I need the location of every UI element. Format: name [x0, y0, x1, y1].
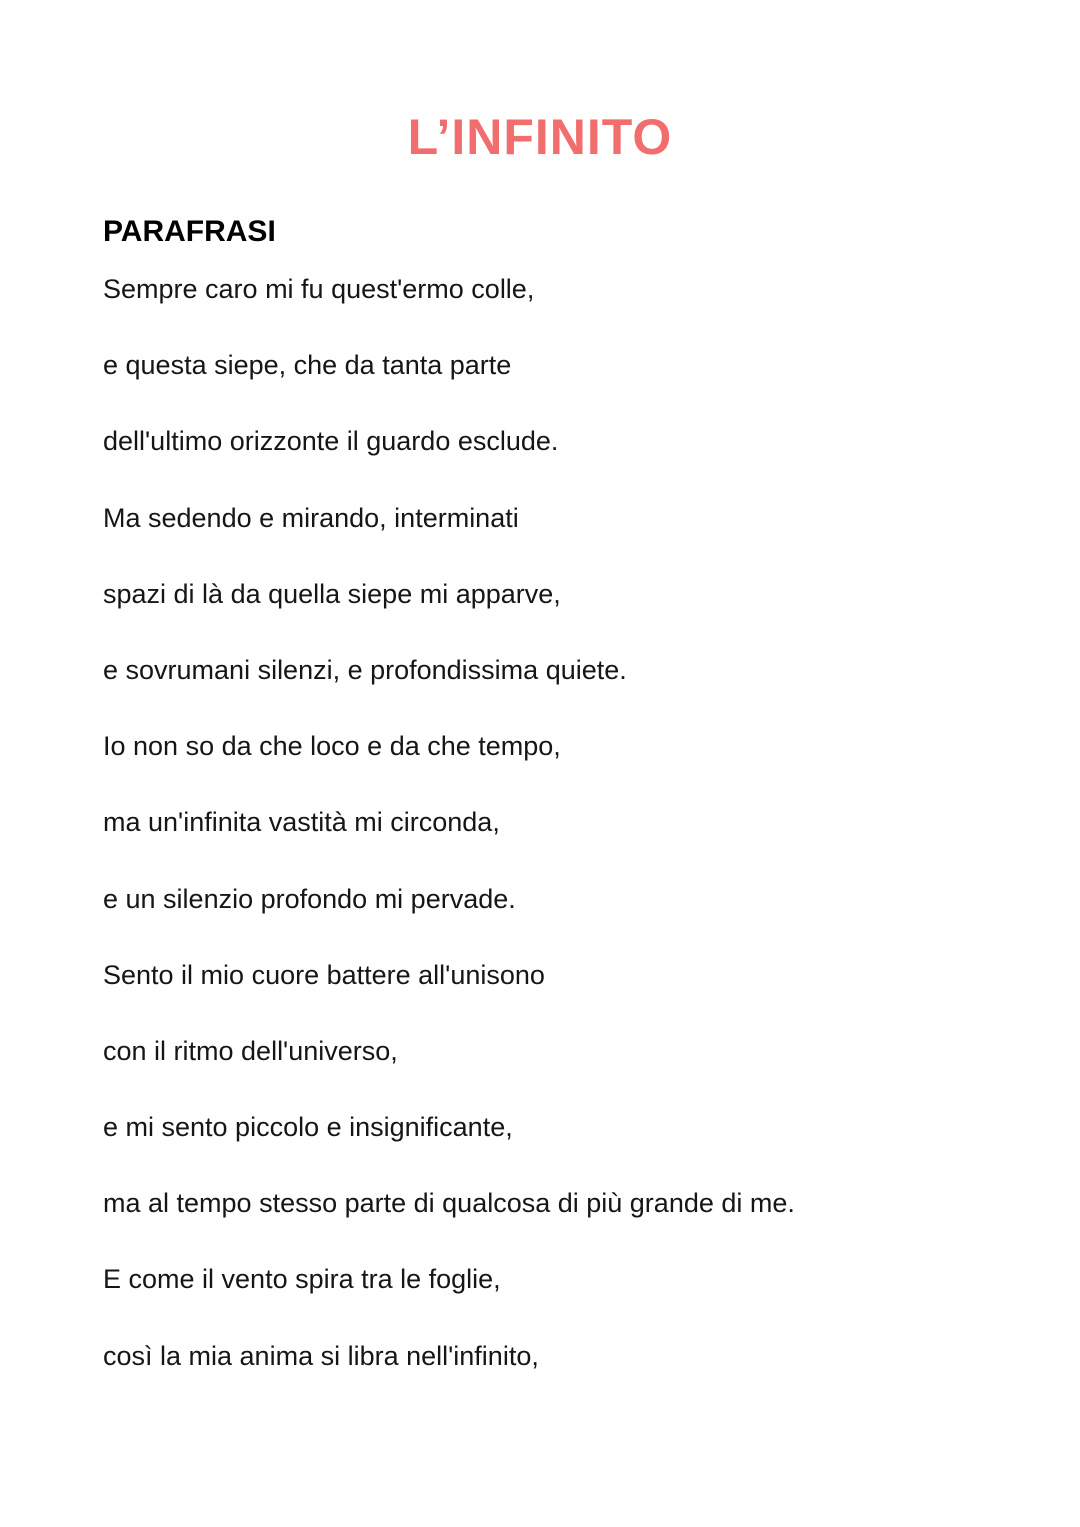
verse-line: e sovrumani silenzi, e profondissima quiete.: [103, 654, 627, 685]
verse-line: e un silenzio profondo mi pervade.: [103, 883, 516, 914]
verse-line: con il ritmo dell'universo,: [103, 1035, 398, 1066]
verse-line: ma un'infinita vastità mi circonda,: [103, 807, 500, 838]
verse-line: Sempre caro mi fu quest'ermo colle,: [103, 274, 535, 304]
verse-line: ma al tempo stesso parte di qualcosa di più grande di me.: [103, 1188, 795, 1219]
verse-line: così la mia anima si libra nell'infinito,: [103, 1340, 539, 1371]
verse-line: dell'ultimo orizzonte il guardo esclude.: [103, 426, 559, 457]
verse-line: e mi sento piccolo e insignificante,: [103, 1112, 513, 1143]
verse-line: E come il vento spira tra le foglie,: [103, 1264, 501, 1295]
section-heading: PARAFRASI: [103, 215, 276, 248]
verse-list: [103, 270, 795, 1413]
verse-line: spazi di là da quella siepe mi apparve,: [103, 578, 561, 609]
verse-line: Ma sedendo e mirando, interminati: [103, 502, 519, 533]
verse-line: e questa siepe, che da tanta parte: [103, 350, 512, 381]
verse-line: Io non so da che loco e da che tempo,: [103, 731, 561, 762]
verse-line: Sento il mio cuore battere all'unisono: [103, 959, 545, 990]
page-title: L’INFINITO: [407, 109, 673, 165]
